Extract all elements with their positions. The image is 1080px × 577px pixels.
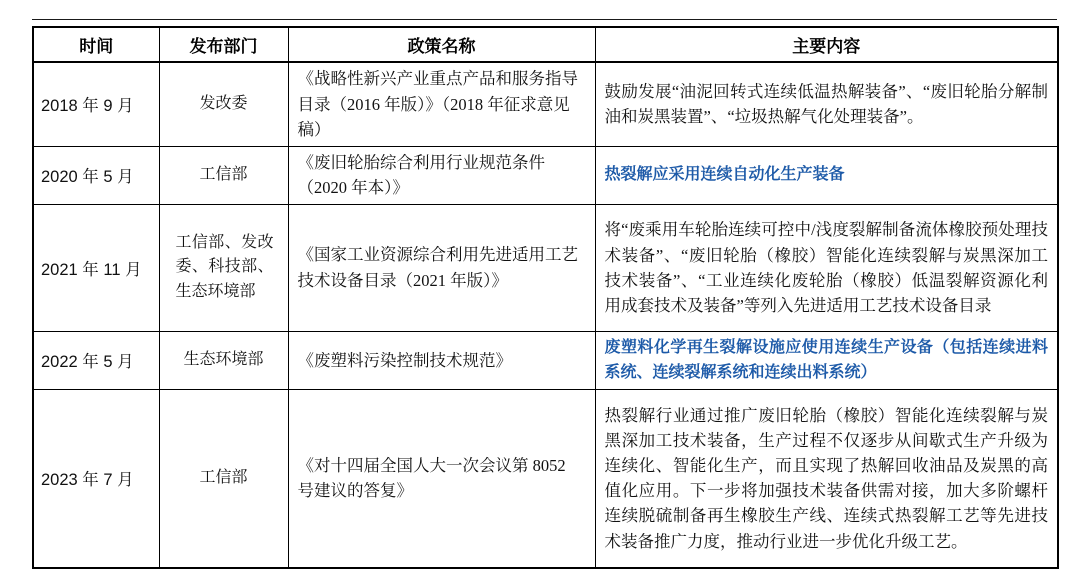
col-header-main: 主要内容 xyxy=(595,27,1058,62)
cell-dept: 工信部、发改委、科技部、生态环境部 xyxy=(159,204,288,331)
cell-policy: 《对十四届全国人大一次会议第 8052 号建议的答复》 xyxy=(288,390,595,568)
cell-content: 热裂解行业通过推广废旧轮胎（橡胶）智能化连续裂解与炭黑深加工技术装备，生产过程不仅逐步从间歇式生产升级为连续化、智能化生产，而且实现了热解回收油品及炭黑的高值化应用。下一步将加强技术装备供需对接，加大多阶螺杆连续脱硫制备再生橡胶生产线、连续式热裂解工艺等先进技术装备推广力度，推动行业进一步优化升级工艺。 xyxy=(595,390,1058,568)
table-row xyxy=(33,390,1058,568)
cell-content-highlighted: 热裂解应采用连续自动化生产装备 xyxy=(595,146,1058,204)
cell-dept: 工信部 xyxy=(159,146,288,204)
cell-policy: 《废旧轮胎综合利用行业规范条件（2020 年本）》 xyxy=(288,146,595,204)
cell-time: 2020 年 5 月 xyxy=(33,146,159,204)
cell-time: 2023 年 7 月 xyxy=(33,390,159,568)
cell-dept: 生态环境部 xyxy=(159,331,288,389)
cell-policy: 《废塑料污染控制技术规范》 xyxy=(288,331,595,389)
cell-policy: 《国家工业资源综合利用先进适用工艺技术设备目录（2021 年版）》 xyxy=(288,204,595,331)
cell-content: 将“废乘用车轮胎连续可控中/浅度裂解制备流体橡胶预处理技术装备”、“废旧轮胎（橡胶）智能化连续裂解与炭黑深加工技术装备”、“工业连续化废轮胎（橡胶）低温裂解资源化利用成套技术及装备”等列入先进适用工艺技术设备目录 xyxy=(595,204,1058,331)
col-header-policy: 政策名称 xyxy=(288,27,595,62)
table-row xyxy=(33,331,1058,389)
cell-policy: 《战略性新兴产业重点产品和服务指导目录（2016 年版）》（2018 年征求意见稿） xyxy=(288,62,595,146)
cell-content: 鼓励发展“油泥回转式连续低温热解装备”、“废旧轮胎分解制油和炭黑装置”、“垃圾热解气化处理装备”。 xyxy=(595,62,1058,146)
table-row xyxy=(33,146,1058,204)
cell-time: 2021 年 11 月 xyxy=(33,204,159,331)
cell-time: 2022 年 5 月 xyxy=(33,331,159,389)
cell-dept: 工信部 xyxy=(159,390,288,568)
policy-table xyxy=(32,26,1059,569)
table-row xyxy=(33,204,1058,331)
col-header-dept: 发布部门 xyxy=(159,27,288,62)
cell-content-highlighted: 废塑料化学再生裂解设施应使用连续生产设备（包括连续进料系统、连续裂解系统和连续出料系统） xyxy=(595,331,1058,389)
table-row xyxy=(33,62,1058,146)
table-header-row xyxy=(33,27,1058,62)
table-top-rule xyxy=(32,19,1057,20)
cell-dept: 发改委 xyxy=(159,62,288,146)
col-header-time: 时间 xyxy=(33,27,159,62)
cell-time: 2018 年 9 月 xyxy=(33,62,159,146)
